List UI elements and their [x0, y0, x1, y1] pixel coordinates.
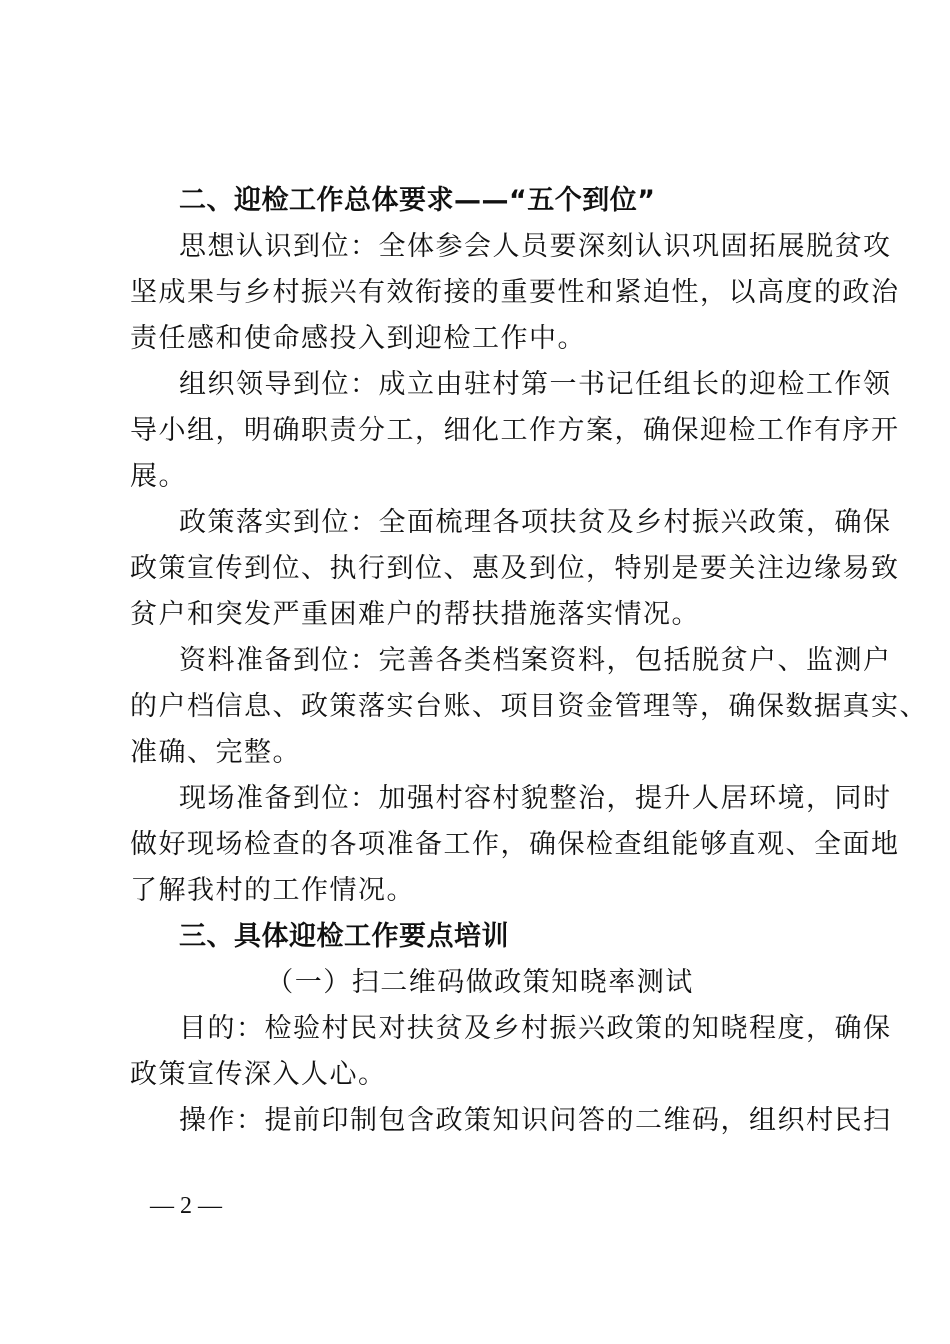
ideology-paragraph-line-1: 思想认识到位：全体参会人员要深刻认识巩固拓展脱贫攻 — [179, 231, 892, 262]
materials-paragraph-line-2: 的户档信息、政策落实台账、项目资金管理等，确保数据真实、 — [130, 691, 928, 722]
site-paragraph-line-1: 现场准备到位：加强村容村貌整治，提升人居环境，同时 — [179, 783, 892, 814]
materials-paragraph-line-3: 准确、完整。 — [130, 737, 301, 768]
policy-paragraph-line-3: 贫户和突发严重困难户的帮扶措施落实情况。 — [130, 599, 700, 630]
section-three-heading: 三、具体迎检工作要点培训 — [179, 921, 509, 952]
site-paragraph-line-3: 了解我村的工作情况。 — [130, 875, 415, 906]
policy-paragraph-line-2: 政策宣传到位、执行到位、惠及到位，特别是要关注边缘易致 — [130, 553, 900, 584]
site-paragraph-line-2: 做好现场检查的各项准备工作，确保检查组能够直观、全面地 — [130, 829, 900, 860]
operation-paragraph-line-1: 操作：提前印制包含政策知识问答的二维码，组织村民扫 — [179, 1105, 892, 1136]
page-number: — 2 — — [150, 1193, 222, 1219]
ideology-paragraph-line-3: 责任感和使命感投入到迎检工作中。 — [130, 323, 586, 354]
policy-paragraph-line-1: 政策落实到位：全面梳理各项扶贫及乡村振兴政策，确保 — [179, 507, 892, 538]
purpose-paragraph-line-1: 目的：检验村民对扶贫及乡村振兴政策的知晓程度，确保 — [179, 1013, 892, 1044]
section-two-heading: 二、迎检工作总体要求——“五个到位” — [179, 185, 656, 216]
purpose-paragraph-line-2: 政策宣传深入人心。 — [130, 1059, 387, 1090]
organization-paragraph-line-2: 导小组，明确职责分工，细化工作方案，确保迎检工作有序开 — [130, 415, 900, 446]
organization-paragraph-line-3: 展。 — [130, 461, 187, 492]
organization-paragraph-line-1: 组织领导到位：成立由驻村第一书记任组长的迎检工作领 — [179, 369, 892, 400]
materials-paragraph-line-1: 资料准备到位：完善各类档案资料，包括脱贫户、监测户 — [179, 645, 892, 676]
ideology-paragraph-line-2: 坚成果与乡村振兴有效衔接的重要性和紧迫性，以高度的政治 — [130, 277, 900, 308]
subsection-heading: （一）扫二维码做政策知晓率测试 — [266, 967, 694, 998]
